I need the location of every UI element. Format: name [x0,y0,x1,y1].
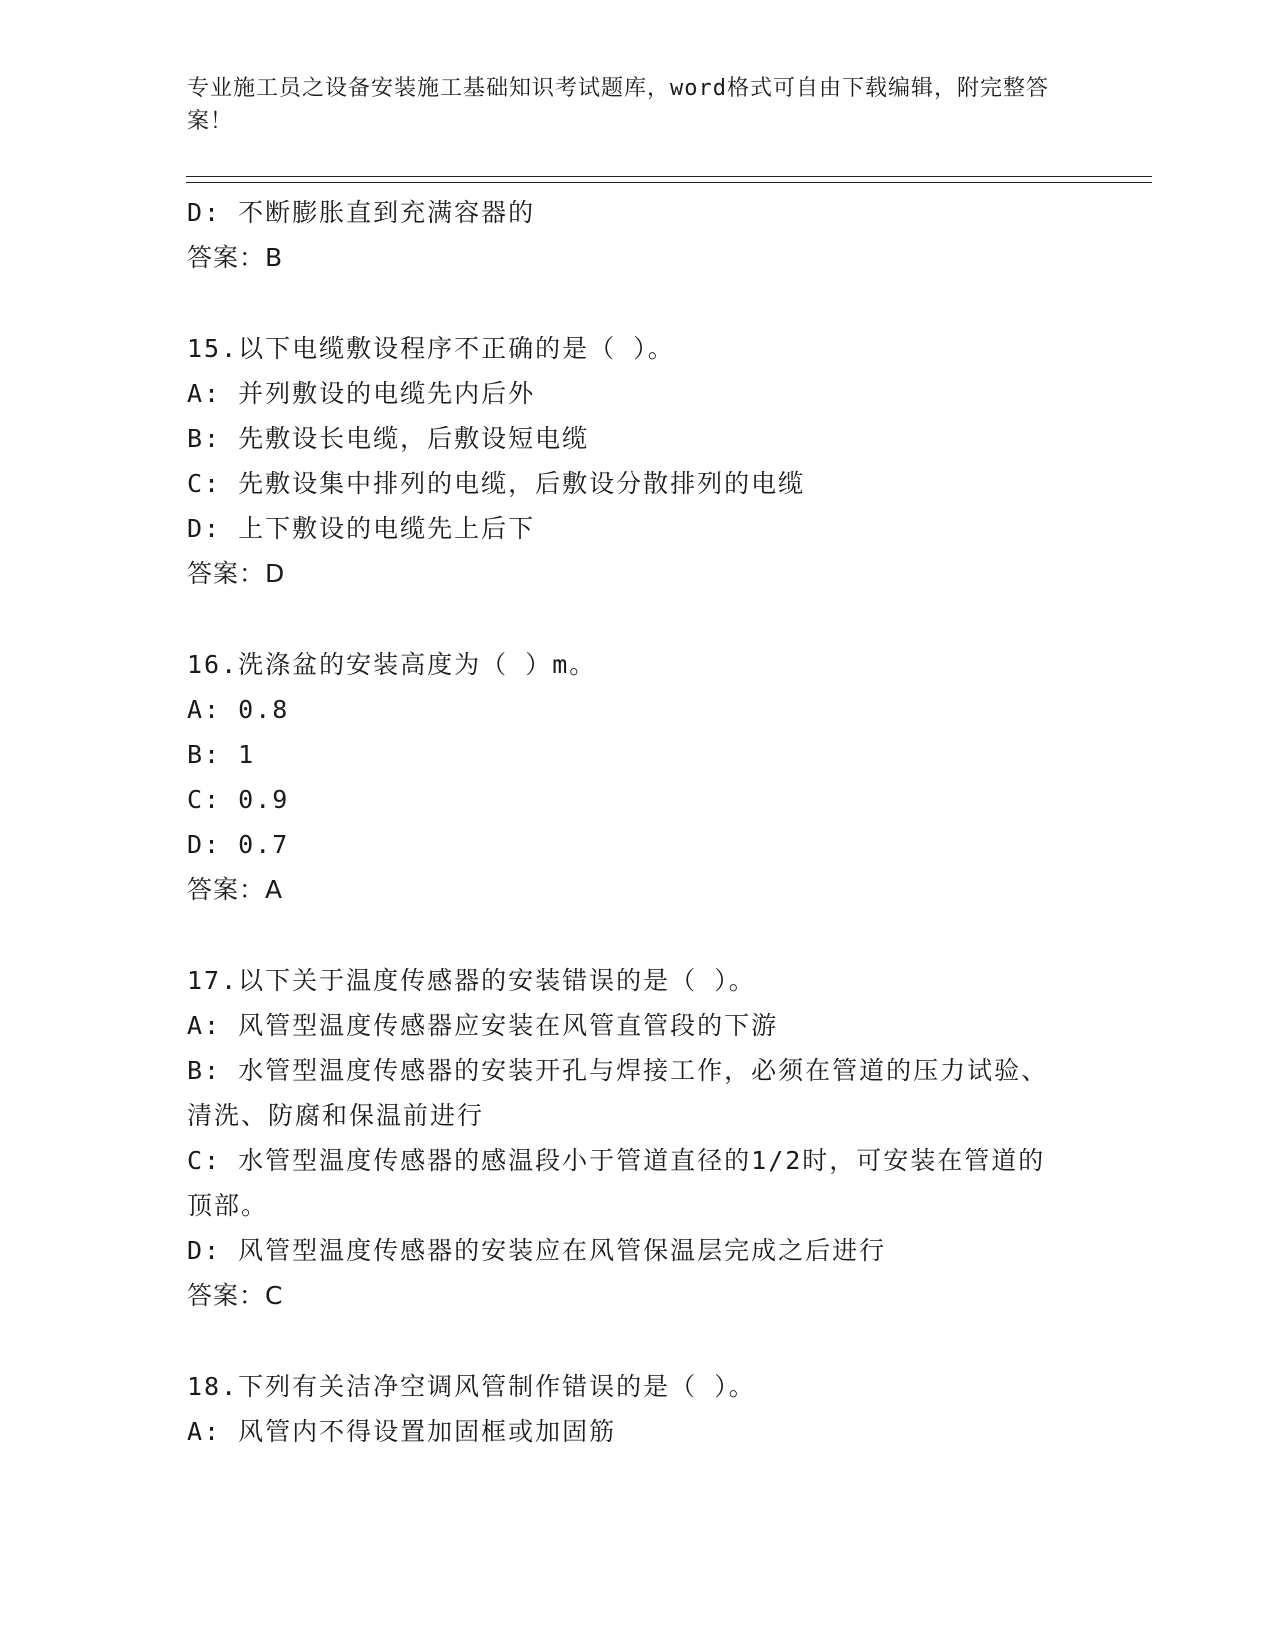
question-title: 15.以下电缆敷设程序不正确的是（ ）。 [187,334,675,363]
option-line: A: 0.8 [187,695,290,724]
question-title: 17.以下关于温度传感器的安装错误的是（ ）。 [187,966,756,995]
header-rule-bottom [186,182,1152,183]
question-content [187,190,1067,1454]
answer-line: 答案：A [187,875,284,904]
answer-line: 答案：D [187,559,286,588]
option-line: D: 风管型温度传感器的安装应在风管保温层完成之后进行 [187,1236,887,1265]
option-line: C: 0.9 [187,785,290,814]
option-line: C: 先敷设集中排列的电缆，后敷设分散排列的电缆 [187,469,806,498]
option-line: B: 水管型温度传感器的安装开孔与焊接工作，必须在管道的压力试验、清洗、防腐和保温前进行 [187,1056,1049,1130]
question-title: 18.下列有关洁净空调风管制作错误的是（ ）。 [187,1372,756,1401]
question-title: 16.洗涤盆的安装高度为（ ）m。 [187,650,597,679]
option-line: A: 并列敷设的电缆先内后外 [187,379,536,408]
answer-line: 答案：C [187,1281,284,1310]
header-rule-top [186,176,1152,177]
document-header: 专业施工员之设备安装施工基础知识考试题库，word格式可自由下载编辑，附完整答案！ [187,76,1049,134]
option-line: C: 水管型温度传感器的感温段小于管道直径的1/2时，可安装在管道的顶部。 [187,1146,1046,1220]
option-line: A: 风管型温度传感器应安装在风管直管段的下游 [187,1011,779,1040]
answer-line: 答案：B [187,243,284,272]
option-line: D: 不断膨胀直到充满容器的 [187,198,536,227]
option-line: B: 先敷设长电缆，后敷设短电缆 [187,424,590,453]
option-line: B: 1 [187,740,256,769]
option-line: D: 0.7 [187,830,290,859]
option-line: D: 上下敷设的电缆先上后下 [187,514,536,543]
option-line: A: 风管内不得设置加固框或加固筋 [187,1417,617,1446]
